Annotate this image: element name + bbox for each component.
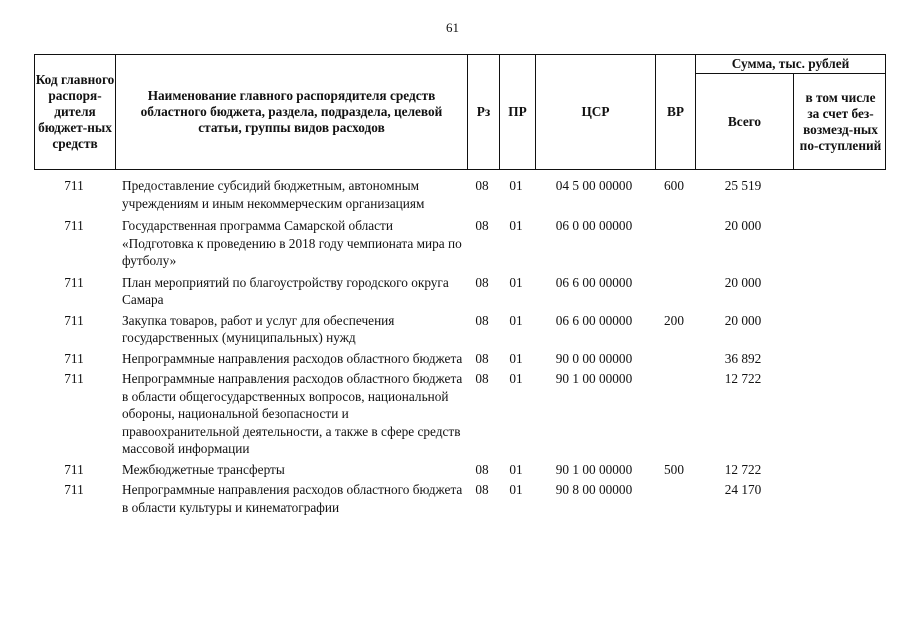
page-number: 61 [446,20,459,35]
header-csr: ЦСР [535,55,655,169]
row-rz: 08 [475,274,489,290]
row-pr: 01 [509,461,523,477]
row-total: 20 000 [724,312,762,328]
row-csr: 90 1 00 00000 [555,371,633,386]
row-name: План мероприятий по благоустройству городского округа Самара [122,274,449,307]
row-total: 20 000 [724,218,762,233]
row-pr: 01 [509,482,523,497]
row-csr: 90 1 00 00000 [555,461,633,477]
row-code: 711 [64,482,84,497]
row-vr: 600 [664,178,684,193]
row-name: Межбюджетные трансферты [122,461,285,477]
row-code: 711 [64,461,84,477]
row-rz: 08 [475,178,489,193]
row-code: 711 [64,178,84,193]
row-rz: 08 [475,350,489,366]
row-total: 25 519 [724,178,762,193]
row-csr: 06 0 00 00000 [555,218,633,233]
table-row [34,370,886,458]
row-csr: 90 0 00 00000 [555,350,633,366]
row-rz: 08 [475,482,489,497]
row-csr: 06 6 00 00000 [555,312,633,328]
row-csr: 90 8 00 00000 [555,482,633,497]
row-rz: 08 [475,218,489,233]
header-vr: ВР [655,55,695,169]
row-rz: 08 [475,312,489,328]
header-total: Всего [695,74,793,169]
row-code: 711 [64,350,84,366]
table-row [34,481,886,516]
header-sum: Сумма, тыс. рублей [695,55,885,74]
table-row [34,177,886,212]
row-code: 711 [64,371,84,386]
row-total: 24 170 [724,482,762,497]
row-name: Государственная программа Самарской области «Подготовка к проведению в 2018 году чемпионата мира по футболу» [122,218,462,268]
row-vr: 200 [664,312,684,328]
row-code: 711 [64,274,84,290]
row-csr: 04 5 00 00000 [555,178,633,193]
table-row [34,350,886,368]
header-grat: в том числе за счет без-возмезд-ных по-ступлений [793,74,887,169]
row-csr: 06 6 00 00000 [555,274,633,290]
header-name: Наименование главного распорядителя средств областного бюджета, раздела, подраздела, целевой статьи, группы видов расходов [115,55,467,169]
row-pr: 01 [509,312,523,328]
row-name: Непрограммные направления расходов областного бюджета [122,350,463,366]
row-vr: 500 [664,461,684,477]
table-header [34,54,886,170]
header-code: Код главного распоря-дителя бюджет-ных средств [35,72,115,151]
row-total: 12 722 [724,461,762,477]
row-code: 711 [64,218,84,233]
table-row [34,461,886,479]
row-pr: 01 [509,371,523,386]
header-rz: Рз [467,55,499,169]
row-pr: 01 [509,178,523,193]
header-pr: ПР [499,55,535,169]
table-row [34,312,886,347]
row-name: Предоставление субсидий бюджетным, автономным учреждениям и иным некоммерческим организациям [122,178,425,211]
row-rz: 08 [475,461,489,477]
row-pr: 01 [509,218,523,233]
table-row [34,217,886,270]
row-pr: 01 [509,274,523,290]
row-pr: 01 [509,350,523,366]
row-name: Закупка товаров, работ и услуг для обеспечения государственных (муниципальных) нужд [122,312,395,345]
row-total: 36 892 [724,350,762,366]
table-body [34,174,886,516]
table-row [34,274,886,309]
row-name: Непрограммные направления расходов областного бюджета в области общегосударственных вопросов, национальной обороны, национальной безопасности и правоохранительной деятельности, а также в сфере средств массовой информации [122,371,463,456]
row-code: 711 [64,312,84,328]
row-total: 20 000 [724,274,762,290]
row-rz: 08 [475,371,489,386]
row-name: Непрограммные направления расходов областного бюджета в области культуры и кинематографии [122,482,463,515]
row-total: 12 722 [724,371,762,386]
